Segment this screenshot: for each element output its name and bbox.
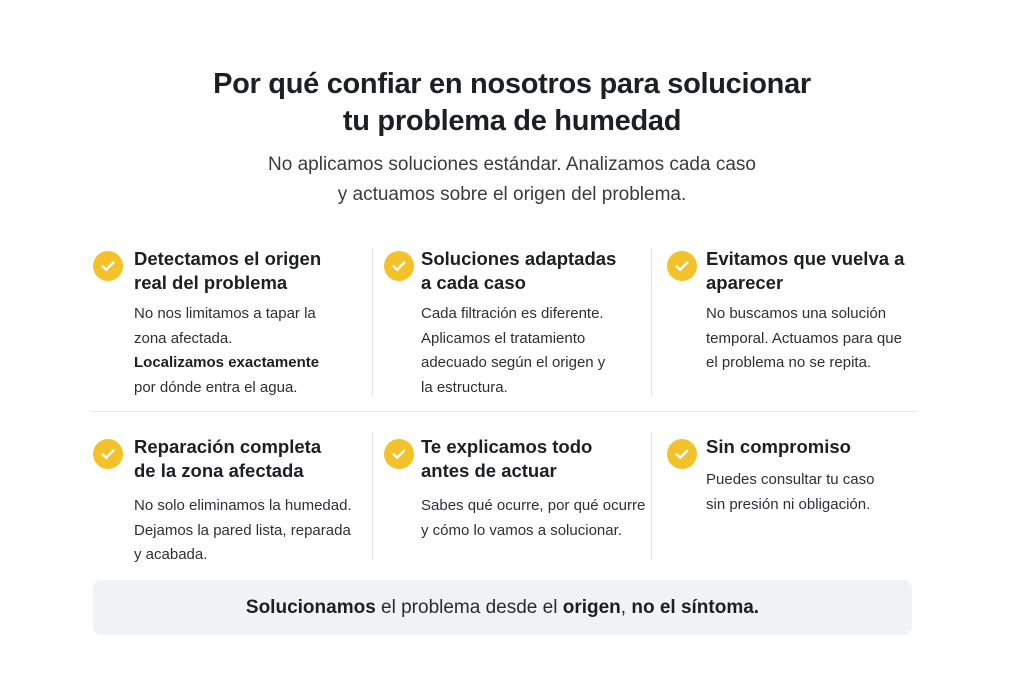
feature-description xyxy=(706,468,946,517)
subtitle-line-1: No aplicamos soluciones estándar. Analizamos cada caso xyxy=(268,154,756,175)
title-line-1: Por qué confiar en nosotros para solucionar xyxy=(213,68,811,100)
feature-title-line: Te explicamos todo xyxy=(421,436,593,457)
feature-title-line: antes de actuar xyxy=(421,460,557,481)
feature-title-line: Evitamos que vuelva a xyxy=(706,248,905,269)
feature-text-line: el problema no se repita. xyxy=(706,354,872,371)
feature-text-line: No solo eliminamos la humedad. xyxy=(134,497,352,514)
page-subtitle xyxy=(0,150,1024,210)
checkmark-circle-icon xyxy=(667,251,697,281)
summary-banner xyxy=(93,580,912,635)
feature-text-line: zona afectada. xyxy=(134,329,233,347)
feature-text-bold: Localizamos exactamente xyxy=(134,354,320,371)
feature-text-line: por dónde entra el agua. xyxy=(134,378,298,396)
summary-text xyxy=(246,597,759,619)
feature-description xyxy=(134,494,374,568)
feature-text-line: Cada filtración es diferente. xyxy=(421,305,604,322)
feature-text-line: y acabada. xyxy=(134,546,208,563)
feature-description xyxy=(421,494,661,543)
summary-strong: no el síntoma. xyxy=(631,596,760,618)
feature-title xyxy=(134,435,364,483)
row-divider xyxy=(93,411,915,412)
feature-text-line: y cómo lo vamos a solucionar. xyxy=(421,521,622,539)
summary-strong: origen xyxy=(562,596,621,618)
feature-title-line: Sin compromiso xyxy=(706,436,851,457)
summary-plain: , xyxy=(620,596,632,618)
feature-description xyxy=(706,302,946,376)
feature-text-line: la estructura. xyxy=(421,378,508,396)
feature-text-line: Sabes qué ocurre, por qué ocurre xyxy=(421,497,646,514)
feature-title-line: aparecer xyxy=(706,272,784,293)
feature-text-line: Aplicamos el tratamiento xyxy=(421,329,586,347)
summary-strong: Solucionamos xyxy=(245,596,376,618)
feature-title-line: de la zona afectada xyxy=(134,460,304,481)
feature-text-line: sin presión ni obligación. xyxy=(706,495,871,513)
feature-text-line: No nos limitamos a tapar la xyxy=(134,305,316,322)
feature-title-line: a cada caso xyxy=(421,272,526,293)
feature-description xyxy=(421,302,661,400)
page-title xyxy=(0,66,1024,140)
checkmark-circle-icon xyxy=(93,439,123,469)
title-line-2: tu problema de humedad xyxy=(342,105,682,137)
summary-plain: el problema desde el xyxy=(375,596,563,618)
feature-text-line: Dejamos la pared lista, reparada xyxy=(134,521,351,539)
checkmark-circle-icon xyxy=(93,251,123,281)
feature-title xyxy=(134,247,364,295)
feature-text-line: Puedes consultar tu caso xyxy=(706,471,875,488)
feature-text-line: adecuado según el origen y xyxy=(421,354,606,371)
checkmark-circle-icon xyxy=(667,439,697,469)
feature-title xyxy=(706,247,936,295)
feature-title xyxy=(421,247,651,295)
checkmark-circle-icon xyxy=(384,439,414,469)
feature-title-line: Reparación completa xyxy=(134,436,322,457)
feature-title-line: Detectamos el origen xyxy=(134,248,322,269)
feature-title xyxy=(421,435,651,483)
feature-title-line: Soluciones adaptadas xyxy=(421,248,617,269)
feature-text-line: temporal. Actuamos para que xyxy=(706,329,902,347)
subtitle-line-2: y actuamos sobre el origen del problema. xyxy=(337,184,687,205)
feature-title-line: real del problema xyxy=(134,272,288,293)
feature-description xyxy=(134,302,374,400)
feature-title xyxy=(706,435,936,459)
checkmark-circle-icon xyxy=(384,251,414,281)
feature-text-line: No buscamos una solución xyxy=(706,305,887,322)
